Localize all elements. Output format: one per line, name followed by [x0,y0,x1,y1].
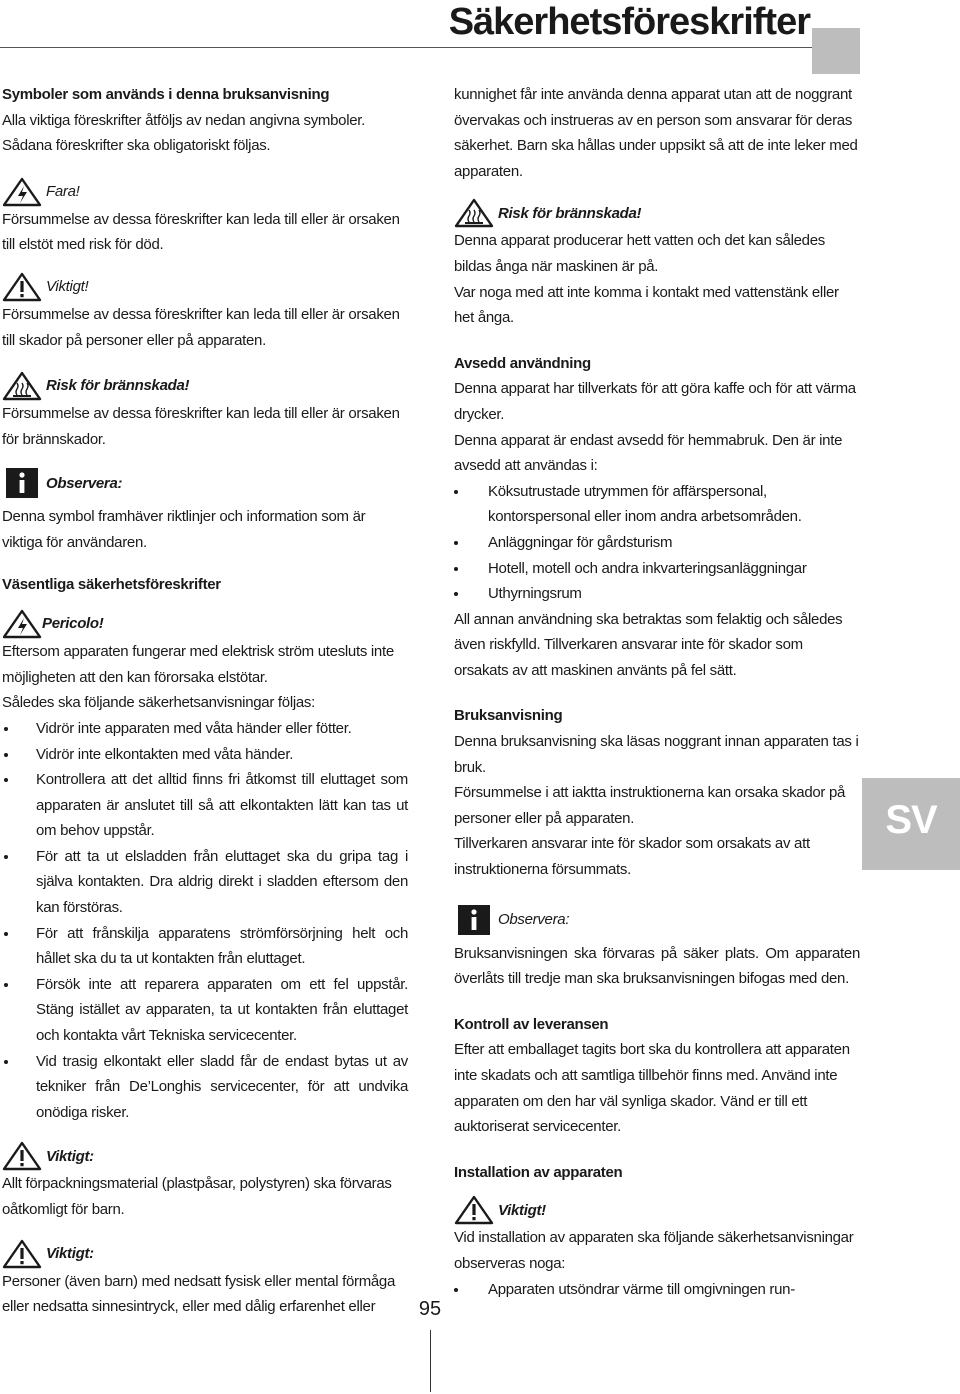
header-rule [0,47,812,48]
continued-text: kunnighet får inte använda denna apparat utan att de noggrant övervakas och instrueras av en person som ansvarar för deras säkerhet. Barn ska hållas under uppsikt så att de inte leker med apparaten. [454,86,858,180]
risk-text: Försummelse av dessa föreskrifter kan leda till eller är orsaken för brännskador. [2,405,400,448]
essential-heading: Väsentliga säkerhetsföreskrifter [2,575,221,593]
viktigt3-label: Viktigt: [46,1244,94,1262]
viktigt-text: Försummelse av dessa föreskrifter kan leda till eller är orsaken till skador på personer eller på apparaten. [2,305,400,349]
list-item: Vid trasig elkontakt eller sladd får de endast bytas ut av tekniker från De’Longhis servicecenter, för att undvika onödiga risker. [2,1049,408,1126]
hot-surface-icon [454,198,494,228]
delivery-text: Efter att emballaget tagits bort ska du kontrollera att apparaten inte skadats och att samtliga tillbehör finns med. Använd inte apparaten om den har väl synliga skador. Vänd er till ett auktoriserat servicecenter. [454,1041,850,1136]
list-item: Vidrör inte elkontakten med våta händer. [2,742,408,768]
install-warning-line [454,1195,860,1225]
list-item: Uthyrningsrum [454,581,860,607]
symbols-intro-2: Sådana föreskrifter ska obligatoriskt följas. [2,137,271,155]
viktigt3-text: Personer (även barn) med nedsatt fysisk eller mental förmåga eller nedsatta sinnesintryck, eller med dålig erfarenhet eller [2,1272,396,1316]
warning-icon [2,1141,42,1171]
language-tab-label: SV [885,798,937,842]
use-text-3: All annan användning ska betraktas som felaktig och således även riskfylld. Tillverkaren ansvarar inte för skador som orsakats av att maskinen använts på fel sätt. [454,610,843,679]
use-text-2: Denna apparat är endast avsedd för hemmabruk. Den är inte avsedd att användas i: [454,431,843,475]
install-text: Vid installation av apparaten ska följande säkerhetsanvisningar observeras noga: [454,1229,854,1272]
risk-text-1: Denna apparat producerar hett vatten och det kan således bildas ånga när maskinen är på. [454,232,825,275]
manual-heading: Bruksanvisning [454,707,563,725]
hot-surface-icon [2,371,42,401]
viktigt-line [2,272,408,302]
page-number: 95 [418,1298,442,1320]
viktigt2-line [2,1141,408,1171]
pericolo-text: Eftersom apparaten fungerar med elektrisk ström utesluts inte möjligheten att den kan förorsaka elstötar. [2,643,394,686]
risk-text-2: Var noga med att inte komma i kontakt med vattenstänk eller het ånga. [454,283,839,327]
manual-text-1: Denna bruksanvisning ska läsas noggrant innan apparaten tas i bruk. [454,733,859,776]
electric-hazard-icon [2,177,42,207]
observera-label: Observera: [498,910,570,928]
pericolo-line [2,609,408,639]
fara-text: Försummelse av dessa föreskrifter kan leda till eller är orsaken till elstöt med risk för död. [2,210,400,254]
footer-rule [430,1330,431,1392]
list-item: Anläggningar för gårdsturism [454,530,860,556]
risk-label: Risk för brännskada! [498,204,642,222]
install-label: Viktigt! [498,1201,546,1219]
delivery-heading: Kontroll av leveransen [454,1015,609,1033]
warning-icon [2,272,42,302]
risk-line [2,371,408,401]
warning-icon [454,1195,494,1225]
warning-icon [2,1239,42,1269]
info-icon [454,905,494,935]
risk-label: Risk för brännskada! [46,377,190,395]
fara-line [2,177,408,207]
electric-hazard-icon [2,609,42,639]
page-title: Säkerhetsföreskrifter [448,1,810,43]
pericolo-label: Pericolo! [42,615,104,633]
viktigt3-line [2,1239,408,1269]
observera-line [454,905,860,935]
install-bullet-list [454,1277,860,1303]
symbols-intro-1: Alla viktiga föreskrifter åtföljs av nedan angivna symboler. [2,111,366,129]
risk-line [454,198,860,228]
observera-label: Observera: [46,474,123,492]
manual-text-3: Tillverkaren ansvarar inte för skador som orsakats av att instruktionerna försummats. [454,835,810,879]
use-bullet-list [454,479,860,607]
observera-text: Bruksanvisningen ska förvaras på säker plats. Om apparaten överlåts till tredje man ska bruksanvisningen bifogas med den. [454,944,860,988]
info-icon [2,468,42,498]
right-column [454,82,860,1302]
list-item: Apparaten utsöndrar värme till omgivningen run- [454,1277,860,1303]
manual-text-2: Försummelse i att iaktta instruktionerna kan orsaka skador på personer eller på apparaten. [454,784,846,827]
safety-bullet-list [2,716,408,1126]
install-heading: Installation av apparaten [454,1163,623,1181]
viktigt2-label: Viktigt: [46,1147,94,1165]
observera-line [2,468,408,498]
header-gray-square [812,28,860,74]
list-item: För att ta ut elsladden från eluttaget ska du gripa tag i själva kontakten. Dra aldrig direkt i sladden eftersom den kan förstöras. [2,844,408,921]
follow-text: Således ska följande säkerhetsanvisningar följas: [2,694,315,712]
viktigt2-text: Allt förpackningsmaterial (plastpåsar, polystyren) ska förvaras oåtkomligt för barn. [2,1175,392,1218]
list-item: För att frånskilja apparatens strömförsörjning helt och hållet ska du ta ut kontakten från eluttaget. [2,921,408,972]
list-item: Hotell, motell och andra inkvarteringsanläggningar [454,556,860,582]
fara-label: Fara! [46,182,80,200]
use-text-1: Denna apparat har tillverkats för att göra kaffe och för att värma drycker. [454,380,856,423]
list-item: Kontrollera att det alltid finns fri åtkomst till eluttaget som apparaten är anslutet till så att elkontakten lätt kan tas ut om behov uppstår. [2,767,408,844]
symbols-heading: Symboler som används i denna bruksanvisning [2,86,330,103]
viktigt-label: Viktigt! [46,278,89,296]
left-column [2,82,408,1320]
use-heading: Avsedd användning [454,354,591,372]
list-item: Vidrör inte apparaten med våta händer eller fötter. [2,716,408,742]
list-item: Köksutrustade utrymmen för affärspersonal, kontorspersonal eller inom andra arbetsområden. [454,479,860,530]
list-item: Försök inte att reparera apparaten om ett fel uppstår. Stäng istället av apparaten, ta ut kontakten från eluttaget och kontakta vårt Tekniska servicecenter. [2,972,408,1049]
language-tab [862,778,960,870]
observera-text: Denna symbol framhäver riktlinjer och information som är viktiga för användaren. [2,508,366,551]
